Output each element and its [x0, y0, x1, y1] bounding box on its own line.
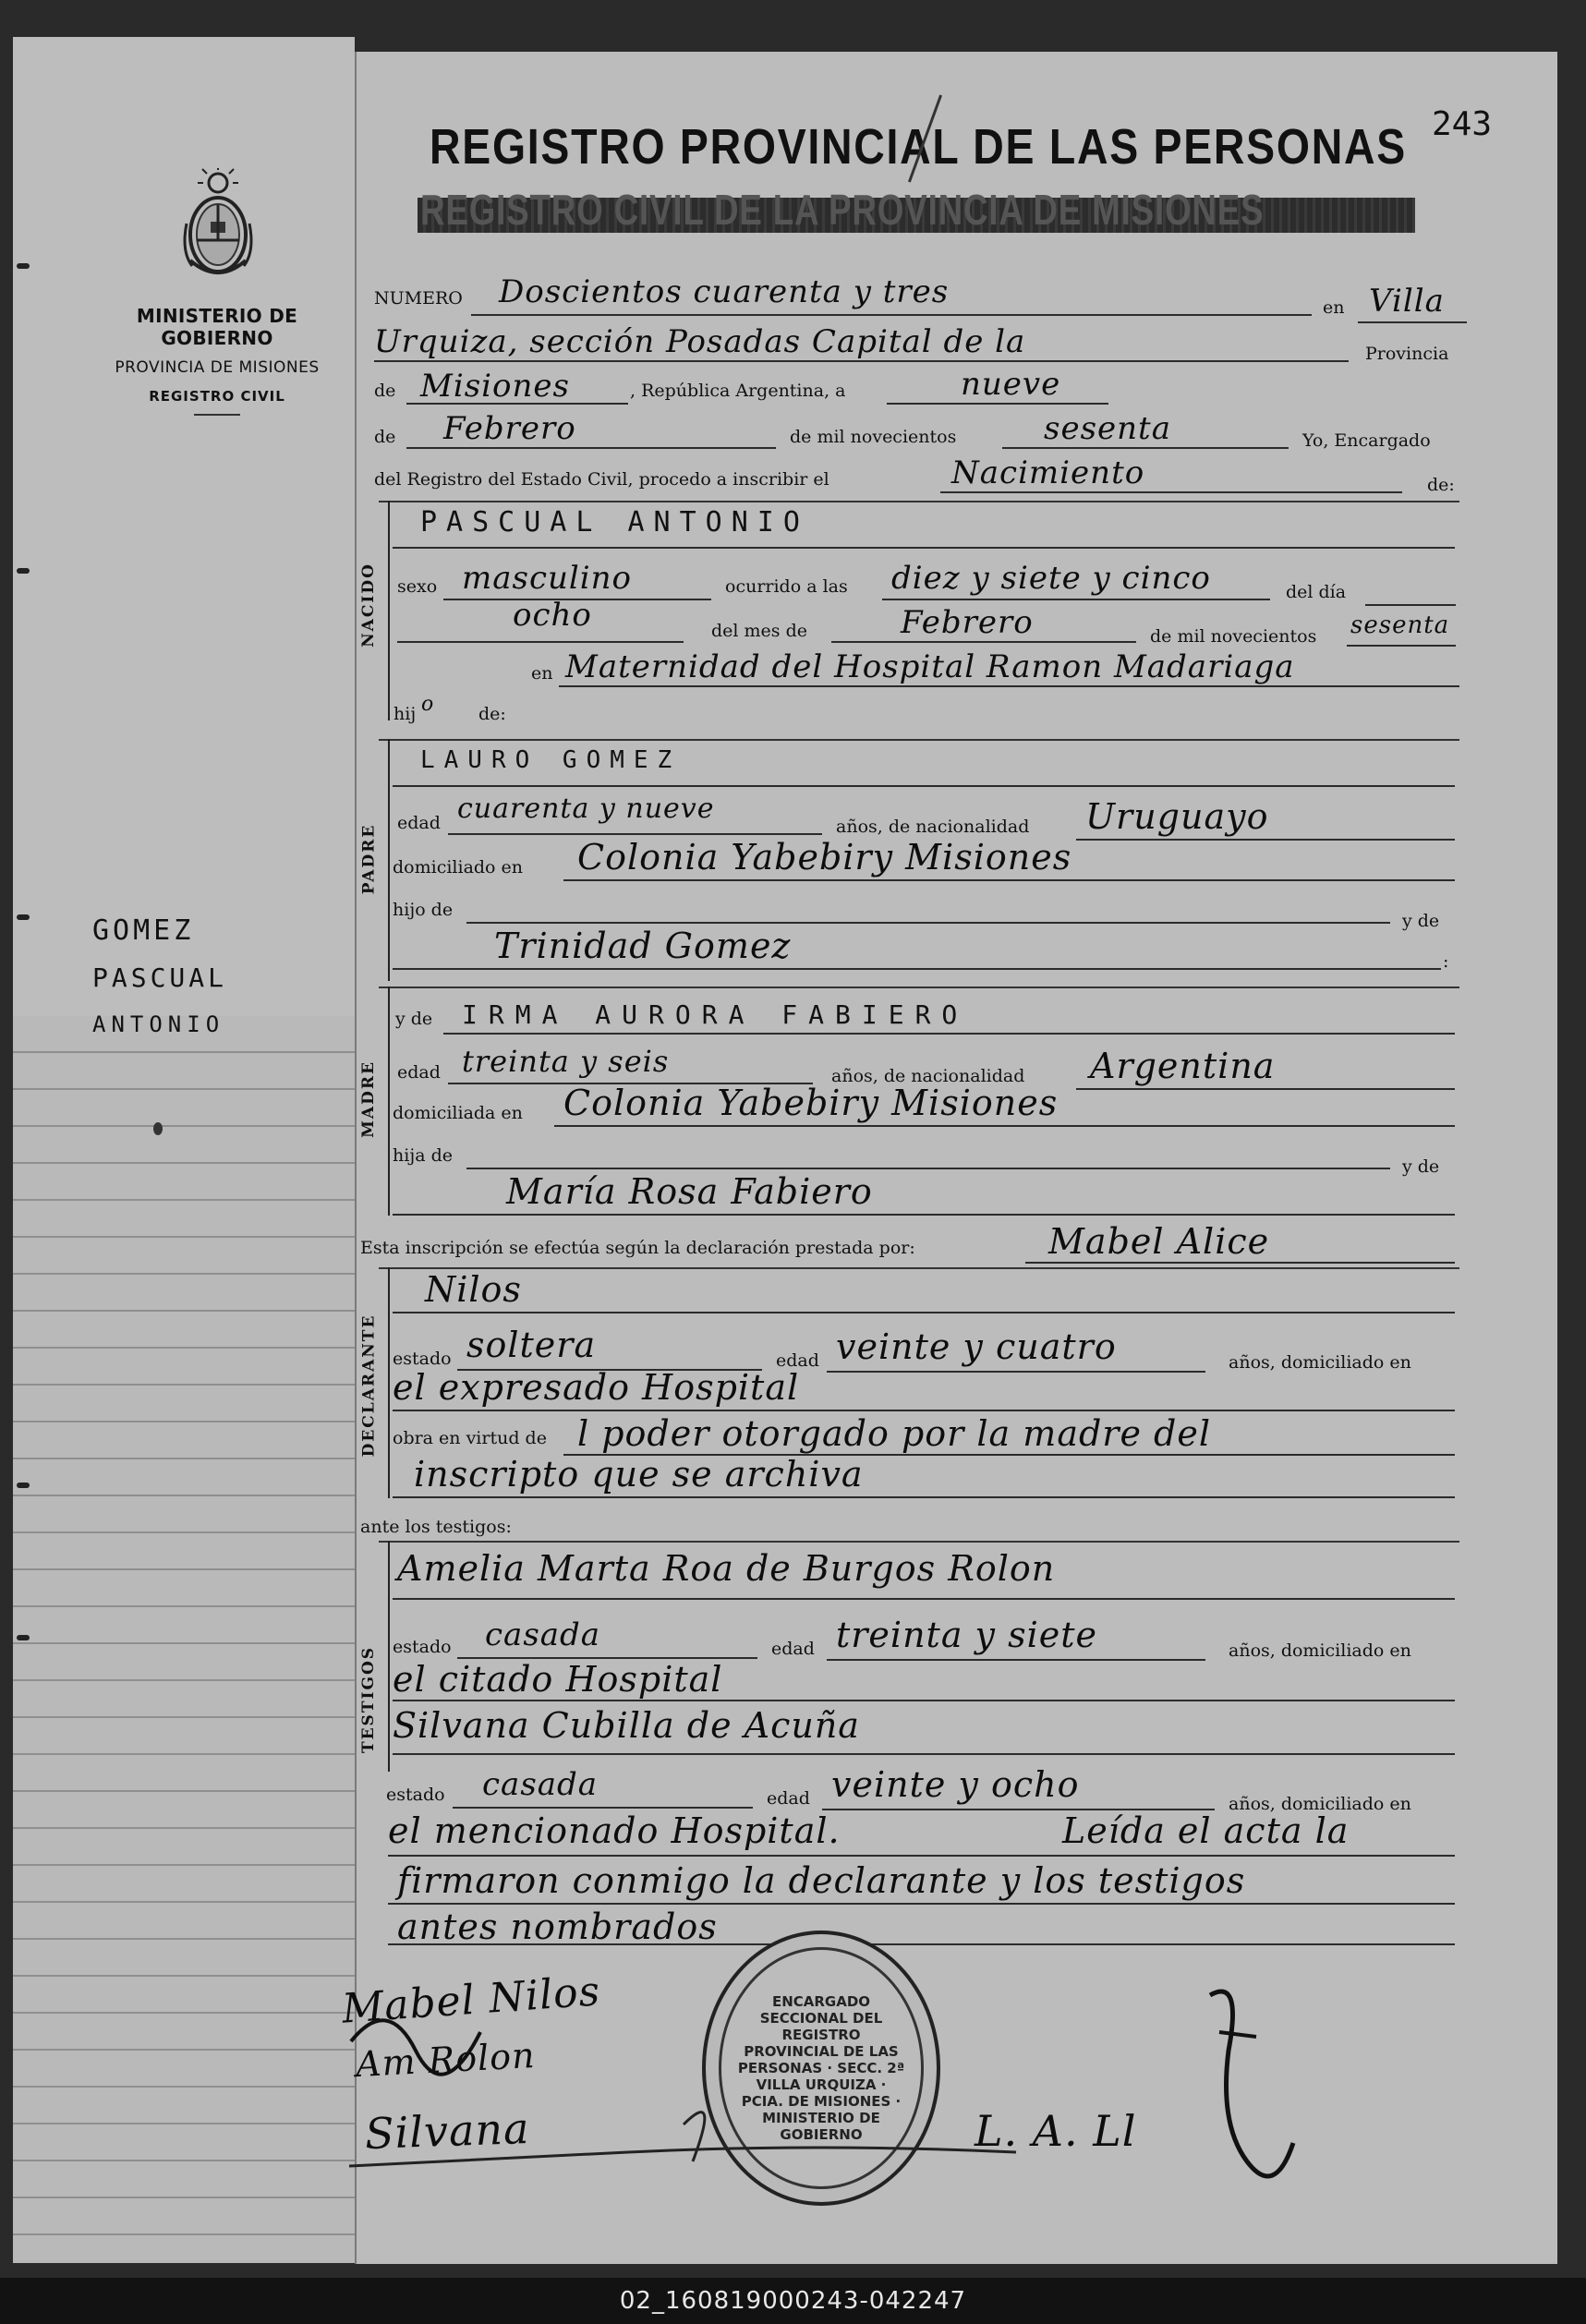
hijo-suffix: o — [421, 693, 435, 716]
province-name: PROVINCIA DE MISIONES — [115, 358, 320, 377]
madre-domicilio-value: Colonia Yabebiry Misiones — [563, 1083, 1059, 1123]
testigo2-estado-value: casada — [482, 1766, 599, 1803]
image-id-footer: 02_160819000243-042247 — [0, 2278, 1586, 2324]
testigo1-edad-label: edad — [771, 1639, 815, 1659]
ocurrido-label: ocurrido a las — [725, 576, 848, 597]
lectura-fin-value: antes nombrados — [397, 1906, 718, 1947]
mil-label: de mil novecientos — [790, 427, 957, 447]
madre-nombre: IRMA AURORA FABIERO — [462, 999, 969, 1030]
declarante-domicilio-value: el expresado Hospital — [393, 1367, 800, 1408]
provincia-label: Provincia — [1365, 344, 1449, 364]
padre-domicilio-label: domiciliado en — [393, 857, 524, 878]
obra-value: l poder otorgado por la madre del — [577, 1413, 1211, 1454]
ministry-header — [79, 305, 356, 416]
declaracion-label: Esta inscripción se efectúa según la declaración prestada por: — [360, 1238, 915, 1258]
ministry-name: MINISTERIO DE GOBIERNO — [136, 305, 298, 349]
mes-nacimiento-value: Febrero — [901, 604, 1034, 641]
testigo1-domicilio-value: el citado Hospital — [393, 1659, 723, 1700]
lugar-cont-value: Urquiza, sección Posadas Capital de la — [374, 323, 1026, 360]
padre-domicilio-value: Colonia Yabebiry Misiones — [577, 837, 1072, 878]
lugar-nacimiento-value: Maternidad del Hospital Ramon Madariaga — [565, 648, 1295, 685]
madre-hija-de-label: hija de — [393, 1145, 453, 1166]
hora-value: diez y siete y cinco — [891, 560, 1211, 597]
encargado-label: Yo, Encargado — [1302, 430, 1431, 451]
seal-text: ENCARGADO SECCIONAL DEL REGISTRO PROVINCIAL DE LAS PERSONAS · SECC. 2ª VILLA URQUIZA · PCIA. DE MISIONES · MINISTERIO DE GOBIERNO — [737, 1993, 905, 2143]
fecha-dia-value: nueve — [961, 366, 1061, 403]
margin-surname: GOMEZ — [92, 914, 195, 947]
lugar-value: Villa — [1369, 283, 1445, 320]
en-lugar-label: en — [531, 663, 553, 684]
abuela-paterna-value: Trinidad Gomez — [494, 926, 792, 966]
declarante-estado-label: estado — [393, 1349, 452, 1369]
registry-title: REGISTRO PROVINCIAL DE LAS PERSONAS — [430, 119, 1407, 175]
registry-name: REGISTRO CIVIL — [149, 388, 285, 405]
testigo1-estado-value: casada — [485, 1616, 601, 1653]
madre-domicilio-label: domiciliada en — [393, 1103, 523, 1123]
lectura-value: Leída el acta la — [1062, 1810, 1350, 1851]
padre-edad-value: cuarenta y nueve — [457, 793, 715, 825]
declarante-label: DECLARANTE — [359, 1313, 378, 1458]
testigo1-estado-label: estado — [393, 1637, 452, 1657]
de-mes-label: de — [374, 427, 396, 447]
tipo-acta-value: Nacimiento — [951, 454, 1145, 491]
ministry-divider — [194, 414, 240, 416]
testigo1-nombre-value: Amelia Marta Roa de Burgos Rolon — [397, 1548, 1056, 1589]
declarante-nombre-cont-value: Nilos — [425, 1269, 522, 1310]
fecha-mes-value: Febrero — [443, 410, 576, 447]
madre-edad-label: edad — [397, 1062, 441, 1083]
sexo-label: sexo — [397, 576, 438, 597]
testigo1-edad-value: treinta y siete — [836, 1615, 1098, 1655]
fecha-anio-value: sesenta — [1044, 410, 1171, 447]
mil-nacimiento-label: de mil novecientos — [1150, 626, 1317, 647]
margin-middle-name: ANTONIO — [92, 1011, 225, 1037]
madre-label: MADRE — [359, 1060, 378, 1138]
testigo2-estado-label: estado — [386, 1785, 445, 1805]
anio-nacimiento-value: sesenta — [1350, 611, 1450, 639]
obra-label: obra en virtud de — [393, 1428, 547, 1448]
struck-title: REGISTRO CIVIL DE LA PROVINCIA DE MISIONES — [420, 186, 1265, 234]
declarante-edad-label: edad — [776, 1350, 819, 1371]
sexo-value: masculino — [462, 560, 633, 597]
nacido-section-tag — [355, 536, 382, 674]
declarante-nombre-value: Mabel Alice — [1048, 1221, 1270, 1262]
signature-strokes — [333, 1940, 1349, 2217]
hijo-label: hij — [393, 704, 417, 724]
coat-of-arms-icon — [174, 168, 262, 286]
folio-number: 243 — [1432, 105, 1493, 143]
testigos-section-tag — [355, 1626, 382, 1773]
padre-label: PADRE — [359, 823, 379, 895]
signature-testigo1: Am Rolon — [354, 2034, 537, 2086]
madre-nacionalidad-label: años, de nacionalidad — [831, 1066, 1025, 1086]
provincia-value: Misiones — [420, 368, 570, 405]
testigo2-domicilio-label: años, domiciliado en — [1229, 1794, 1411, 1814]
nacido-nombre: PASCUAL ANTONIO — [420, 506, 809, 539]
de-colon-label: de: — [1427, 475, 1455, 495]
del-dia-label: del día — [1286, 582, 1347, 602]
numero-label: NUMERO — [374, 288, 463, 309]
padre-y-de-label: y de — [1402, 911, 1440, 931]
padre-colon: : — [1443, 951, 1449, 972]
signature-declarante: Mabel Nilos — [340, 1967, 602, 2033]
madre-section-tag — [355, 1035, 382, 1164]
declarante-estado-value: soltera — [466, 1325, 597, 1365]
madre-y-de-label: y de — [395, 1009, 433, 1029]
testigo2-nombre-value: Silvana Cubilla de Acuña — [393, 1705, 860, 1746]
de-label: de — [374, 381, 396, 401]
testigo1-domicilio-label: años, domiciliado en — [1229, 1640, 1411, 1661]
del-mes-label: del mes de — [711, 621, 807, 641]
hijo-de-label: de: — [478, 704, 506, 724]
padre-section-tag — [355, 794, 382, 924]
testigo2-edad-value: veinte y ocho — [831, 1764, 1080, 1805]
madre-nacionalidad-value: Argentina — [1090, 1046, 1276, 1086]
padre-nombre: LAURO GOMEZ — [420, 746, 682, 774]
testigo2-domicilio-value: el mencionado Hospital. — [388, 1810, 841, 1851]
declarante-domicilio-label: años, domiciliado en — [1229, 1352, 1411, 1373]
padre-nacionalidad-label: años, de nacionalidad — [836, 817, 1030, 837]
republica-label: , República Argentina, a — [630, 381, 846, 401]
padre-nacionalidad-value: Uruguayo — [1085, 796, 1269, 837]
en-label: en — [1323, 297, 1345, 318]
ante-testigos-label: ante los testigos: — [360, 1517, 512, 1537]
lectura-cont-value: firmaron conmigo la declarante y los testigos — [397, 1860, 1246, 1901]
signature-testigo2: Silvana — [364, 2102, 531, 2160]
margin-first-name: PASCUAL — [92, 962, 228, 993]
declarante-section-tag — [355, 1293, 382, 1478]
testigo2-edad-label: edad — [767, 1788, 810, 1809]
padre-hijo-de-label: hijo de — [393, 900, 454, 920]
abuela-materna-value: María Rosa Fabiero — [506, 1171, 873, 1212]
padre-edad-label: edad — [397, 813, 441, 833]
madre-y-de-final-label: y de — [1402, 1156, 1440, 1177]
testigos-label: TESTIGOS — [359, 1645, 378, 1754]
numero-value: Doscientos cuarenta y tres — [499, 273, 950, 310]
obra-cont-value: inscripto que se archiva — [414, 1454, 864, 1495]
madre-edad-value: treinta y seis — [462, 1044, 670, 1079]
declarante-edad-value: veinte y cuatro — [836, 1326, 1117, 1367]
signature-encargado: L. A. Ll — [975, 2106, 1137, 2156]
registro-label: del Registro del Estado Civil, procedo a inscribir el — [374, 469, 829, 490]
nacido-label: NACIDO — [359, 563, 379, 648]
dia-nacimiento-value: ocho — [513, 597, 592, 634]
